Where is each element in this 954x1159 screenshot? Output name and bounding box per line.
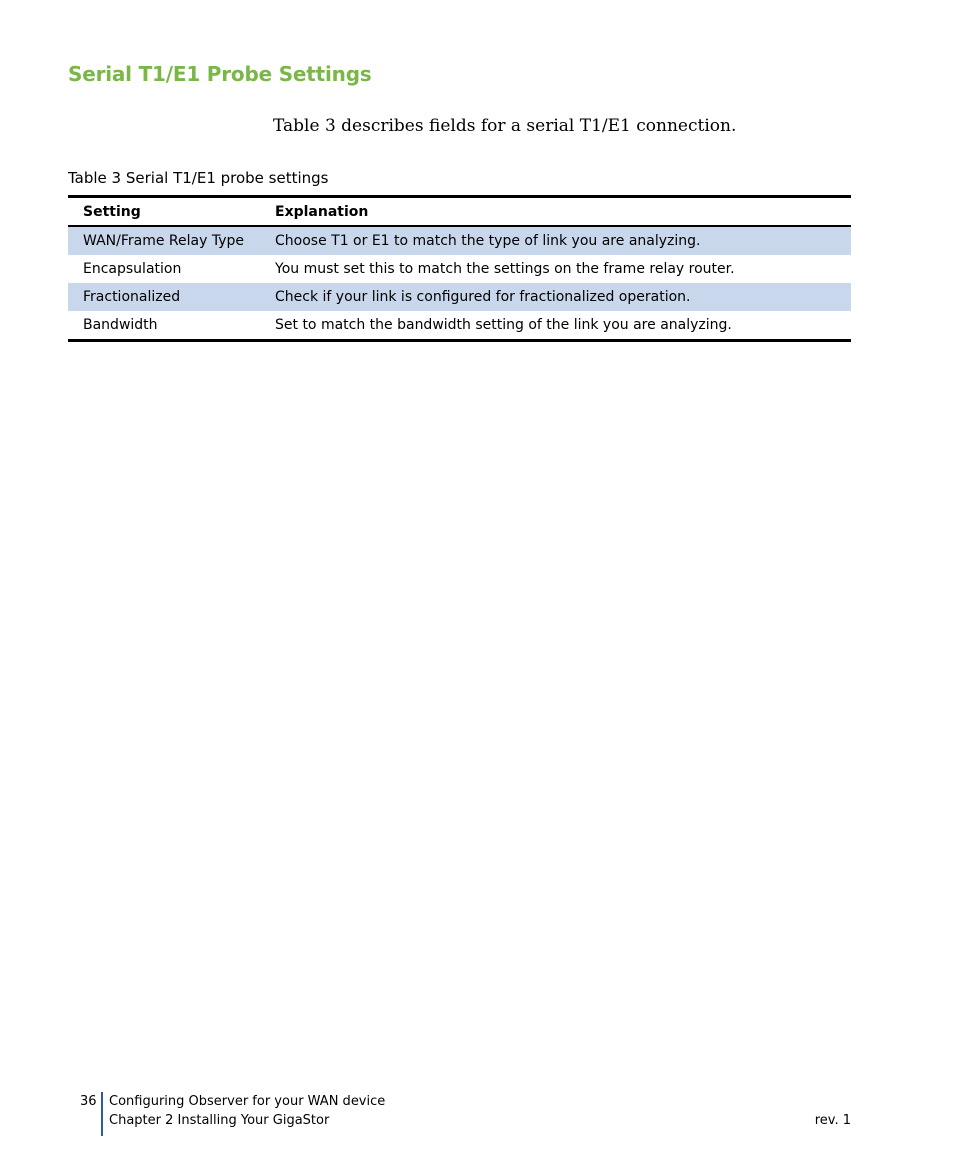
table-row [68, 226, 851, 255]
footer-section-title: Configuring Observer for your WAN device [109, 1094, 386, 1109]
page-number: 36 [80, 1094, 97, 1109]
setting-cell: Bandwidth [83, 317, 158, 333]
footer-revision: rev. 1 [814, 1113, 851, 1128]
table-caption: Table 3 Serial T1/E1 probe settings [68, 169, 329, 187]
setting-cell: Fractionalized [68, 283, 275, 311]
table-row [68, 283, 851, 311]
section-heading: Serial T1/E1 Probe Settings [68, 62, 372, 86]
footer-divider [101, 1092, 103, 1136]
column-header-explanation: Explanation [275, 198, 851, 226]
table-header-row [68, 198, 851, 226]
explanation-cell: Check if your link is configured for fractionalized operation. [275, 283, 851, 311]
settings-table [68, 195, 851, 342]
column-header-setting: Setting [68, 198, 275, 226]
setting-cell: Encapsulation [83, 261, 182, 277]
explanation-cell: You must set this to match the settings on the frame relay router. [275, 261, 735, 277]
setting-cell: WAN/Frame Relay Type [68, 226, 275, 255]
explanation-cell: Set to match the bandwidth setting of the link you are analyzing. [275, 317, 732, 333]
table-row [68, 255, 851, 283]
explanation-cell: Choose T1 or E1 to match the type of link you are analyzing. [275, 226, 851, 255]
table-row [68, 311, 851, 339]
footer-chapter-title: Chapter 2 Installing Your GigaStor [109, 1113, 330, 1128]
intro-paragraph: Table 3 describes fields for a serial T1/E1 connection. [273, 116, 737, 136]
